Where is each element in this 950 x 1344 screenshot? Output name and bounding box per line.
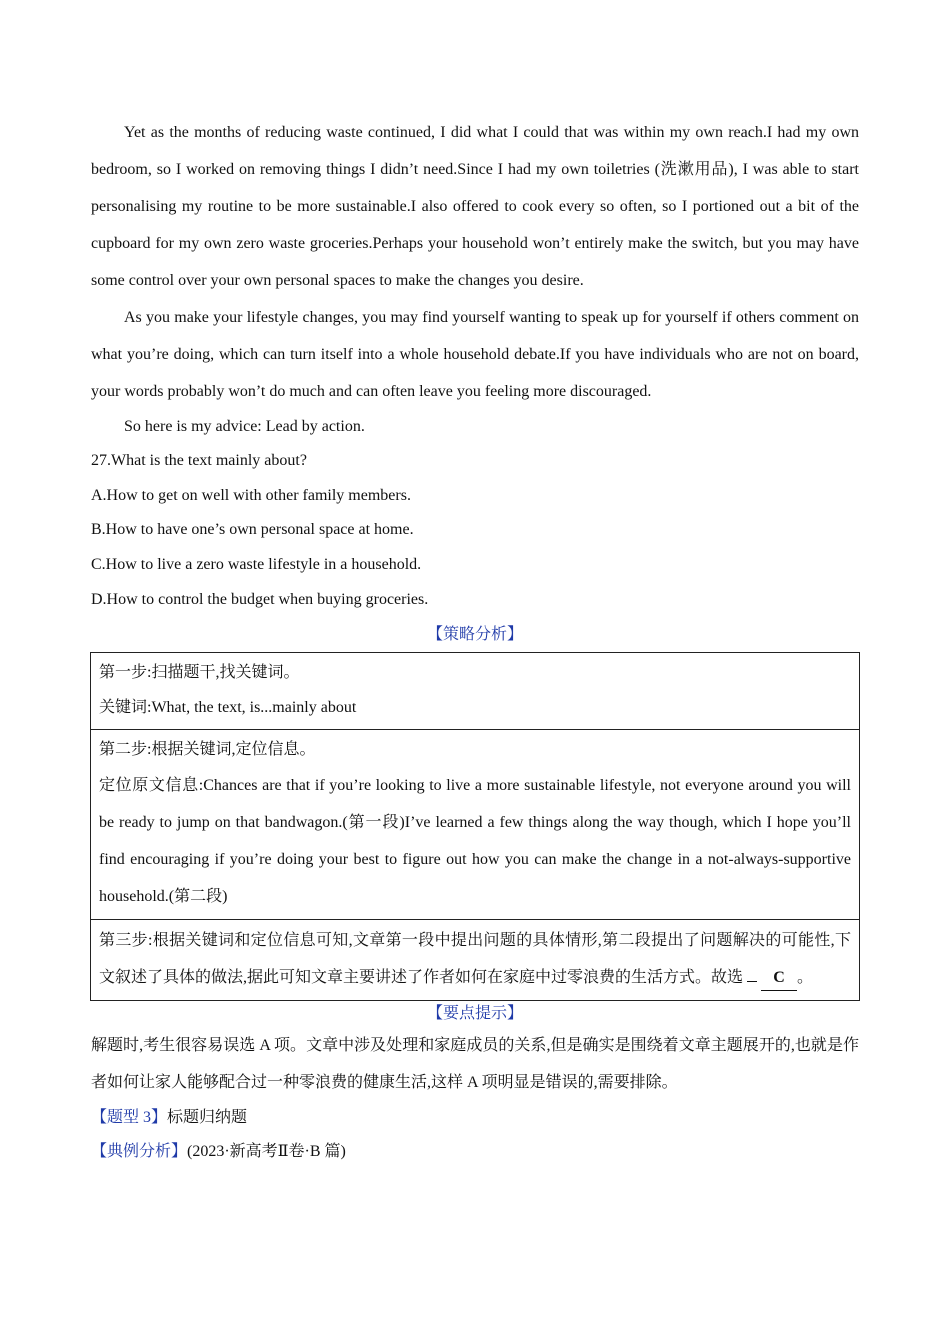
paragraph-1: Yet as the months of reducing waste continued, I did what I could that was within my own reach.I had my own bedroom, so I worked on removing things I didn’t need.Since I had my own toiletries (洗漱用品), I was able to start personalising my routine to be more sustainable.I also offered to cook every so often, so I portioned out a bit of the cupboard for my own zero waste groceries.Perhaps your household won’t entirely make the switch, but you may have some control over your own personal spaces to make the changes you desire. [91, 124, 859, 289]
strategy-heading: 【策略分析】 [426, 625, 523, 643]
step1-title: 第一步:扫描题干,找关键词。 [99, 663, 300, 681]
answer-blank: C [761, 966, 797, 991]
step2-row [91, 729, 860, 919]
step3-text: 第三步:根据关键词和定位信息可知,文章第一段中提出问题的具体情形,第二段提出了问题解决的可能性,下文叙述了具体的做法,据此可知文章主要讲述了作者如何在家庭中过零浪费的生活方式。故选 [99, 931, 851, 986]
question-stem: 27.What is the text mainly about? [91, 452, 307, 469]
step3-cell [91, 919, 860, 1000]
step1-row [91, 652, 860, 729]
step3-paragraph [99, 922, 851, 996]
step1-keywords: 关键词:What, the text, is...mainly about [99, 698, 357, 716]
question-type-bracket: 【题型 3】 [91, 1108, 168, 1126]
option-b: B.How to have one’s own personal space at home. [91, 521, 414, 539]
question-type-label: 标题归纳题 [167, 1108, 248, 1126]
option-a: A.How to get on well with other family members. [91, 486, 411, 504]
step1-cell [91, 652, 860, 729]
tips-text: 解题时,考生很容易误选 A 项。文章中涉及处理和家庭成员的关系,但是确实是围绕着文章主题展开的,也就是作者如何让家人能够配合过一种零浪费的健康生活,这样 A 项明显是错误的,需要排除。 [91, 1036, 859, 1091]
step2-text: 定位原文信息:Chances are that if you’re looking to live a more sustainable lifestyle, not everyone around you will be ready to jump on that bandwagon.(第一段)I’ve learned a few things along the way though, which I hope you’ll find encouraging if you’re doing your best to figure out how you can make the change in a not-always-supportive household.(第二段) [99, 776, 851, 905]
paragraph-3: So here is my advice: Lead by action. [124, 418, 365, 435]
example-line [91, 1135, 859, 1170]
paragraph-2: As you make your lifestyle changes, you may find yourself wanting to speak up for yourself if others comment on what you’re doing, which can turn itself into a whole household debate.If you have individuals who are not on board, your words probably won’t do much and can often leave you feeling more discouraged. [91, 309, 859, 400]
option-c: C.How to live a zero waste lifestyle in a household. [91, 556, 422, 574]
strategy-table [90, 652, 860, 1001]
step2-title: 第二步:根据关键词,定位信息。 [99, 740, 316, 758]
tips-heading: 【要点提示】 [426, 1004, 523, 1022]
example-source: (2023·新高考Ⅱ卷·B 篇) [187, 1143, 346, 1161]
option-d: D.How to control the budget when buying groceries. [91, 590, 429, 608]
step3-row [91, 919, 860, 1000]
answer-blank-lead [747, 981, 757, 982]
question-type-line [91, 1101, 859, 1136]
answer-end-mark: 。 [797, 968, 814, 986]
step2-cell [91, 729, 860, 919]
document-page [91, 114, 859, 1170]
example-bracket: 【典例分析】 [91, 1143, 188, 1161]
